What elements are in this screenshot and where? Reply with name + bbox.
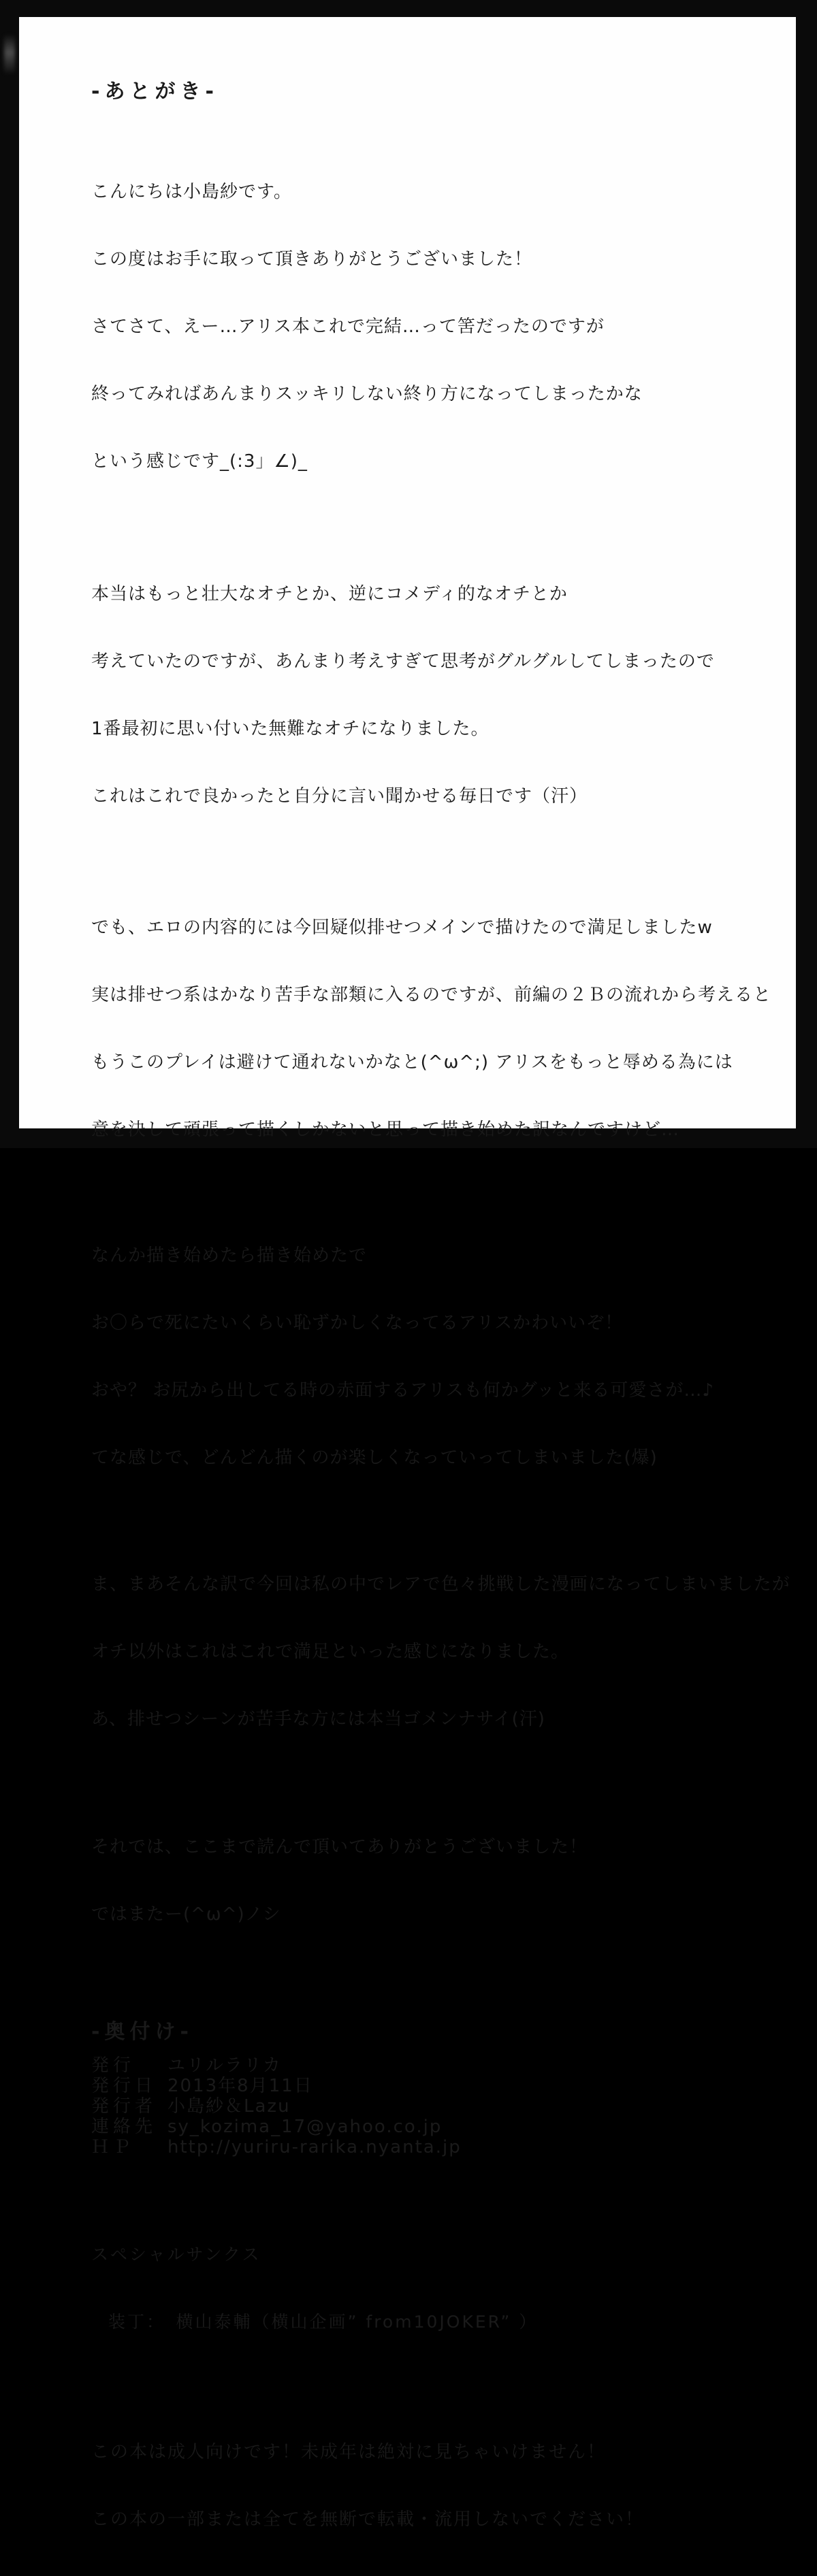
text-line: こんにちは小島紗です。 [91,182,292,202]
text-line: もうこのプレイは避けて通れないかなと(^ω^;) アリスをもっと辱める為には [91,1052,733,1073]
page [19,17,796,2530]
special-thanks-heading: スペシャルサンクス [91,2245,261,2264]
text-line: 終ってみればあんまりスッキリしない終り方になってしまったかな [91,384,643,404]
text-line: でも、エロの内容的には今回疑似排せつメインで描けたので満足しましたw [91,917,713,938]
special-thanks-credit: 装丁： 横山泰輔（横山企画” from10JOKER” ） [108,2312,539,2332]
publication-date: 2013年8月11日 [167,2076,313,2096]
text-line: おや？ お尻から出してる時の赤面するアリスも何かグッと来る可愛さが…♪ [91,1380,714,1401]
colophon-row [91,2137,775,2157]
text-line: 1番最初に思い付いた無難なオチになりました。 [91,719,490,739]
afterword-title: -あとがき- [91,80,219,103]
afterword-paragraph [91,1200,775,1514]
text-line: ま、まあそんな訳で今回は私の中でレアで色々挑戦した漫画になってしまいましたが [91,1574,790,1595]
colophon-row [91,2096,775,2117]
text-line: 意を決して頑張って描くしかないと思って描き始めた訳なんですけど… [91,1120,680,1140]
text-line: なんか描き始めたら描き始めたで [91,1245,368,1266]
colophon-label: 発行者 [91,2096,157,2117]
colophon-title: -奥付け- [91,2020,193,2044]
colophon-label: 連絡先 [91,2117,157,2137]
scan-smudge [4,34,15,75]
afterword-paragraph [91,538,775,853]
text-line: あ、排せつシーンが苦手な方には本当ゴメンナサイ(汗) [91,1709,545,1729]
text-line: それでは、ここまで読んで頂いてありがとうございました！ [91,1837,588,1857]
colophon-row [91,2076,775,2096]
colophon-row [91,2117,775,2137]
contact-email: sy_kozima_17@yahoo.co.jp [167,2117,443,2137]
text-line: 本当はもっと壮大なオチとか、逆にコメディ的なオチとか [91,584,568,604]
text-line: という感じです_(:3」∠)_ [91,451,308,472]
text-line: 実は排せつ系はかなり苦手な部類に入るのですが、前編の２Ｂの流れから考えると [91,985,772,1005]
colophon-label: ＨＰ [91,2137,135,2157]
adult-content-warning [91,2396,775,2576]
page-content [19,17,796,2576]
text-line: てな感じで、どんどん描くのが楽しくなっていってしまいました(爆) [91,1448,658,1468]
afterword-paragraph [91,872,775,1186]
warning-line: この本は成人向けです！未成年は絶対に見ちゃいけません！ [91,2442,607,2462]
colophon-row [91,2055,775,2076]
afterword-paragraph [91,1791,775,1971]
special-thanks [91,2198,775,2378]
text-line: ではまたー(^ω^)ノシ [91,1904,281,1925]
text-line: オチ以外はこれはこれで満足といった感じになりました。 [91,1642,570,1662]
text-line: 考えていたのですが、あんまり考えすぎて思考がグルグルしてしまったので [91,651,715,672]
text-line: これはこれで良かったと自分に言い聞かせる毎日です（汗） [91,786,588,806]
afterword-paragraph [91,136,775,518]
afterword-paragraph [91,1529,790,1776]
colophon-label: 発行日 [91,2076,157,2096]
text-line: さてさて、えー…アリス本これで完結…って筈だったのですが [91,316,605,337]
warning-line: この本の一部または全てを無断で転載・流用しないでください！ [91,2509,645,2530]
author-names: 小島紗＆Lazu [167,2096,291,2117]
homepage-url: http://yuriru-rarika.nyanta.jp [167,2137,462,2157]
colophon [91,2055,775,2157]
text-line: この度はお手に取って頂きありがとうございました！ [91,249,533,270]
colophon-label: 発行 [91,2055,135,2076]
text-line: お〇らで死にたいくらい恥ずかしくなってるアリスかわいいぞ！ [91,1313,624,1333]
publisher-circle-name: ユリルラリカ [167,2055,282,2076]
